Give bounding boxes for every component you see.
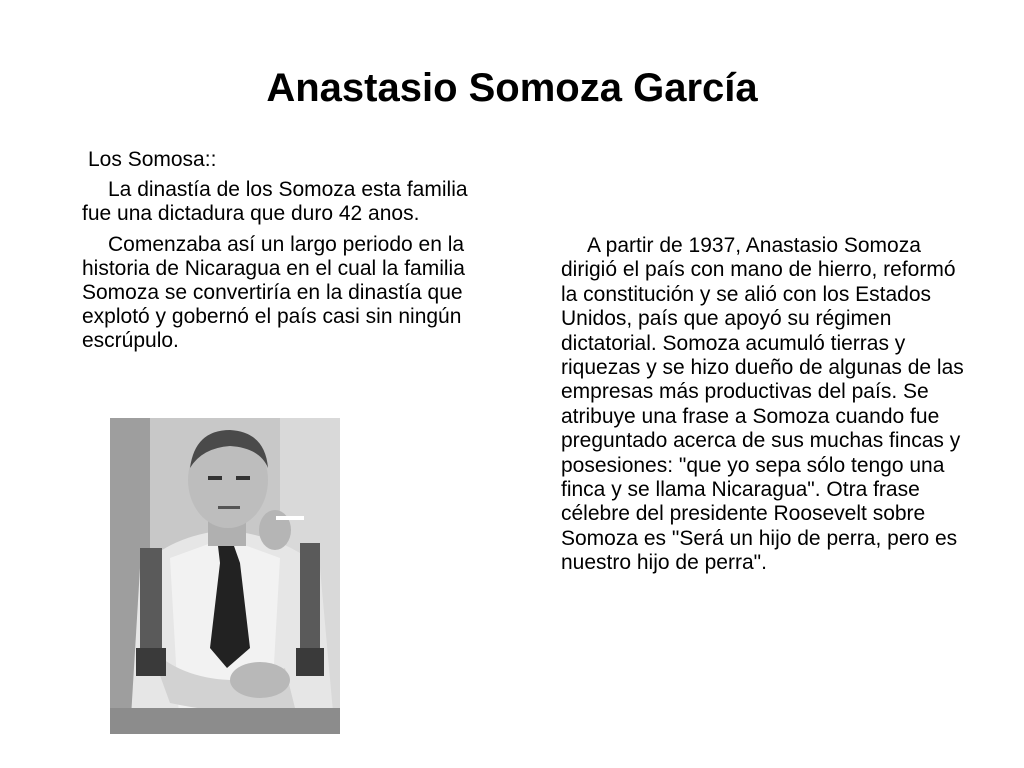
right-text-column (561, 234, 966, 583)
portrait-photo-icon (110, 418, 340, 734)
paragraph-somoza-rule: A partir de 1937, Anastasio Somoza dirigió el país con mano de hierro, reformó la constitución y se alió con los Estados Unidos, país que apoyó su régimen dictatorial. Somoza acumuló tierras y riquezas y se hizo dueño de algunas de las empresas más productivas del país. Se atribuye una frase a Somoza cuando fue preguntado acerca de sus muchas fincas y posesiones: "que yo sepa sólo tengo una finca y se llama Nicaragua". Otra frase célebre del presidente Roosevelt sobre Somoza es "Será un hijo de perra, pero es nuestro hijo de perra". (561, 234, 964, 575)
slide-title: Anastasio Somoza García (266, 66, 758, 110)
left-text-column (82, 148, 482, 360)
portrait-photo-drawing (110, 418, 340, 734)
paragraph-dynasty: La dinastía de los Somoza esta familia fue una dictadura que duro 42 anos. (82, 178, 468, 225)
paragraph-history: Comenzaba así un largo periodo en la historia de Nicaragua en el cual la familia Somoza se convertiría en la dinastía que explotó y gobernó el país casi sin ningún escrúpulo. (82, 233, 465, 352)
section-heading: Los Somosa:: (88, 148, 217, 171)
